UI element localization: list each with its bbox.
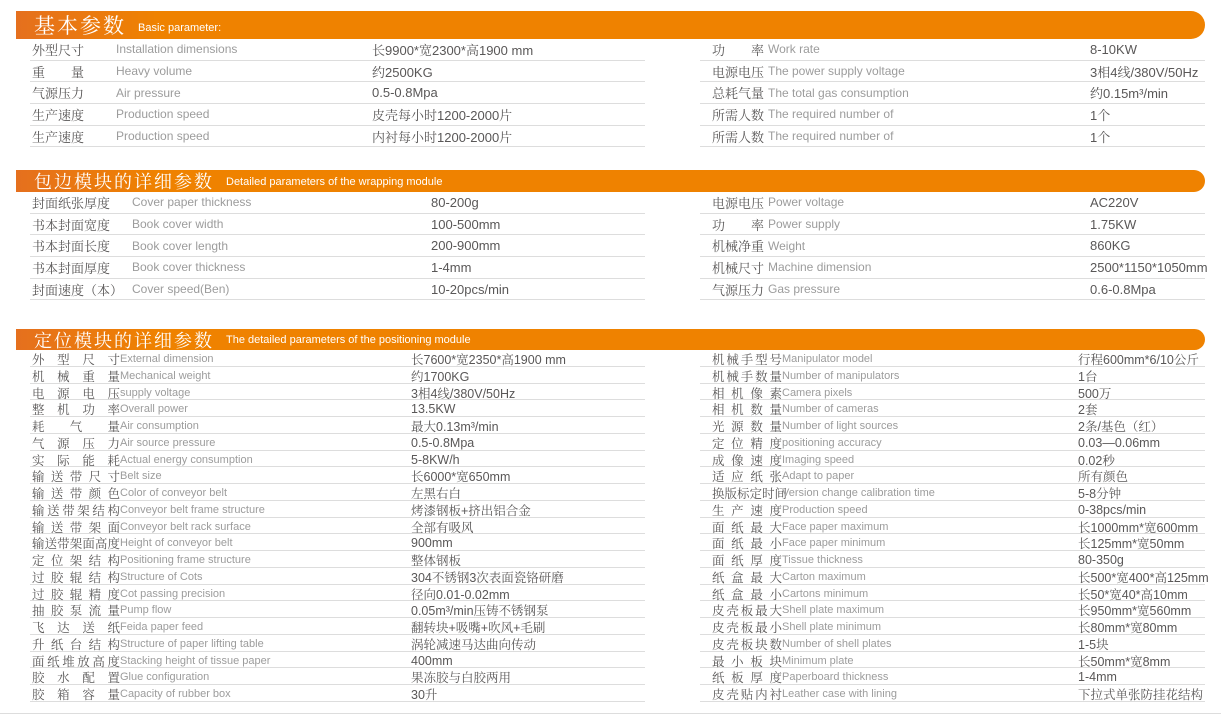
table-row <box>30 214 645 236</box>
row-label-en: Actual energy consumption <box>120 453 253 466</box>
row-label-en: Structure of paper lifting table <box>120 637 264 650</box>
row-value: 900mm <box>411 536 453 551</box>
row-label-cn: 整机功率 <box>32 403 120 418</box>
row-label-en: Production speed <box>116 107 210 122</box>
row-value: 约0.15m³/min <box>1090 86 1169 102</box>
table-row <box>700 350 1205 367</box>
row-label-en: Conveyor belt frame structure <box>120 503 265 516</box>
table-row <box>30 126 645 148</box>
row-label-cn: 气源压力 <box>32 436 120 451</box>
row-label-cn: 过胶辊精度 <box>32 587 120 602</box>
row-label-en: Machine dimension <box>768 260 872 275</box>
row-value: 100-500mm <box>431 216 501 232</box>
table-row <box>700 434 1205 451</box>
table-row <box>700 279 1205 301</box>
table-row <box>30 451 645 468</box>
row-label-cn: 皮壳板块数 <box>712 637 782 652</box>
section-title-en: Basic parameter: <box>138 22 222 34</box>
row-value: 左黑右白 <box>411 487 462 501</box>
table-row <box>700 534 1205 551</box>
row-label-cn: 电源电压 <box>32 386 120 401</box>
table-row <box>30 668 645 685</box>
row-label-cn: 飞达送纸 <box>32 621 120 635</box>
row-label-en: Feida paper feed <box>120 621 204 633</box>
row-value: 约2500KG <box>372 64 433 80</box>
table-row <box>700 61 1205 83</box>
row-label-cn: 纸板厚度 <box>712 671 782 686</box>
row-label-en: Book cover length <box>132 238 229 253</box>
row-label-cn: 功 率 <box>712 217 765 233</box>
row-label-cn: 输送带架面高度 <box>32 537 120 552</box>
row-label-en: Production speed <box>782 503 868 516</box>
row-label-cn: 适应纸张 <box>712 470 782 485</box>
row-label-cn: 定位精度 <box>712 436 782 451</box>
row-label-en: Work rate <box>768 42 820 57</box>
table-row <box>700 257 1208 279</box>
row-value: 1.75KW <box>1090 216 1137 232</box>
row-label-en: Cot passing precision <box>120 587 226 600</box>
row-label-en: Tissue thickness <box>782 554 863 566</box>
basic-parameters-left-table <box>30 39 645 147</box>
table-row <box>30 518 645 535</box>
row-label-en: Overall power <box>120 403 188 416</box>
row-value: 3相4线/380V/50Hz <box>1090 64 1199 80</box>
row-value: 翻转块+吸嘴+吹风+毛刷 <box>411 621 546 635</box>
row-label-en: Imaging speed <box>782 453 855 466</box>
row-label-cn: 相机数量 <box>712 403 782 418</box>
row-value: 0.5-0.8Mpa <box>372 85 438 101</box>
table-row <box>30 235 645 257</box>
table-row <box>700 126 1205 148</box>
table-row <box>700 384 1205 401</box>
row-value: 8-10KW <box>1090 41 1137 57</box>
row-label-en: Manipulator model <box>782 353 873 365</box>
row-label-en: Positioning frame structure <box>120 554 251 566</box>
row-value: 果冻胶与白胶两用 <box>411 671 512 686</box>
row-label-cn: 生产速度 <box>32 107 85 123</box>
row-value: 10-20pcs/min <box>431 281 510 297</box>
row-label-cn: 封面纸张厚度 <box>32 195 111 211</box>
table-row <box>30 652 645 669</box>
section-title-cn: 定位模块的详细参数 <box>34 330 214 351</box>
row-label-cn: 皮壳板最大 <box>712 604 782 619</box>
row-label-en: Height of conveyor belt <box>120 537 233 550</box>
row-label-en: Minimum plate <box>782 654 854 667</box>
row-label-en: Paperboard thickness <box>782 671 889 684</box>
row-value: 1台 <box>1078 369 1098 384</box>
row-label-en: Book cover thickness <box>132 260 246 275</box>
row-value: 5-8分钟 <box>1078 487 1122 501</box>
row-label-en: Cover speed(Ben) <box>132 282 230 297</box>
table-row <box>700 484 1205 501</box>
row-label-cn: 光源数量 <box>712 420 782 434</box>
row-value: 行程600mm*6/10公斤 <box>1078 353 1199 367</box>
row-label-en: Pump flow <box>120 604 172 617</box>
table-row <box>30 384 645 401</box>
section-title-en: Detailed parameters of the wrapping module <box>226 176 443 188</box>
row-label-en: Face paper maximum <box>782 520 889 533</box>
table-row <box>700 551 1205 568</box>
row-label-cn: 书本封面宽度 <box>32 217 111 233</box>
row-label-en: Structure of Cots <box>120 570 203 583</box>
row-value: 涡轮减速马达曲向传动 <box>411 637 537 652</box>
row-label-cn: 重 量 <box>32 64 85 80</box>
row-label-en: The required number of <box>768 107 894 122</box>
row-label-cn: 过胶辊结构 <box>32 570 120 585</box>
row-value: 3相4线/380V/50Hz <box>411 386 516 401</box>
row-label-cn: 输送带颜色 <box>32 487 120 501</box>
row-label-en: Cover paper thickness <box>132 195 252 210</box>
row-value: 径向0.01-0.02mm <box>411 587 510 602</box>
table-row <box>30 279 645 301</box>
row-label-cn: 书本封面长度 <box>32 239 111 255</box>
table-row <box>700 451 1205 468</box>
row-label-en: supply voltage <box>120 386 191 399</box>
row-label-en: Shell plate minimum <box>782 621 882 633</box>
row-label-cn: 电源电压 <box>712 64 765 80</box>
row-label-en: Leather case with lining <box>782 688 897 700</box>
row-label-cn: 机械手数量 <box>712 369 782 384</box>
row-label-cn: 输送带尺寸 <box>32 470 120 485</box>
row-label-en: External dimension <box>120 353 214 365</box>
row-label-cn: 皮壳板最小 <box>712 621 782 635</box>
row-label-cn: 实际能耗 <box>32 453 120 468</box>
table-row <box>700 417 1205 434</box>
row-label-cn: 抽胶泵流量 <box>32 604 120 619</box>
row-value: 304不锈钢3次表面瓷铬研磨 <box>411 570 564 585</box>
table-row <box>30 434 645 451</box>
row-value: 长50*宽40*高10mm <box>1078 587 1188 602</box>
row-value: 长50mm*宽8mm <box>1078 654 1171 669</box>
table-row <box>700 668 1205 685</box>
row-label-cn: 换版标定时间 <box>712 487 788 501</box>
table-row <box>30 39 645 61</box>
row-value: AC220V <box>1090 194 1139 210</box>
row-value: 1-4mm <box>1078 670 1117 685</box>
row-label-cn: 外型尺寸 <box>32 353 120 367</box>
row-label-en: Gas pressure <box>768 282 841 297</box>
row-label-cn: 升纸台结构 <box>32 637 120 652</box>
row-label-en: Power voltage <box>768 195 845 210</box>
table-row <box>30 400 645 417</box>
table-row <box>700 635 1205 652</box>
row-label-cn: 输送带架结构 <box>32 503 120 518</box>
table-row <box>700 568 1209 585</box>
row-value: 860KG <box>1090 238 1131 254</box>
row-label-en: Number of shell plates <box>782 637 892 650</box>
table-row <box>700 82 1205 104</box>
row-value: 80-350g <box>1078 553 1124 567</box>
row-label-cn: 功 率 <box>712 42 765 58</box>
row-label-cn: 所需人数 <box>712 129 765 145</box>
table-row <box>30 585 645 602</box>
row-label-en: Number of manipulators <box>782 369 900 382</box>
row-value: 烤漆钢板+挤出铝合金 <box>411 503 531 518</box>
row-label-en: Glue configuration <box>120 671 210 684</box>
row-label-en: Capacity of rubber box <box>120 688 231 700</box>
positioning-module-right-table <box>700 350 1209 702</box>
positioning-module-left-table <box>30 350 645 702</box>
table-row <box>30 367 645 384</box>
row-label-en: Carton maximum <box>782 570 866 583</box>
row-label-en: Air consumption <box>120 420 199 432</box>
section-header-basic-parameters <box>16 11 1205 39</box>
row-label-cn: 胶箱容量 <box>32 688 120 702</box>
row-value: 30升 <box>411 688 438 702</box>
row-label-en: Shell plate maximum <box>782 604 885 617</box>
table-row <box>30 534 645 551</box>
row-label-en: Installation dimensions <box>116 42 238 57</box>
section-title-cn: 包边模块的详细参数 <box>34 172 214 192</box>
row-label-en: The power supply voltage <box>768 64 905 79</box>
row-label-en: Number of cameras <box>782 403 879 416</box>
row-value: 长6000*宽650mm <box>411 470 511 485</box>
table-row <box>700 685 1205 702</box>
row-label-cn: 皮壳贴内衬 <box>712 688 782 702</box>
row-label-en: Heavy volume <box>116 64 193 79</box>
row-value: 长7600*宽2350*高1900 mm <box>411 353 566 367</box>
row-label-en: Air source pressure <box>120 436 216 449</box>
table-row <box>700 400 1205 417</box>
table-row <box>700 104 1205 126</box>
row-value: 整体钢板 <box>411 554 462 568</box>
row-label-en: Number of light sources <box>782 420 899 432</box>
table-row <box>30 635 645 652</box>
table-row <box>700 618 1205 635</box>
row-value: 13.5KW <box>411 402 456 417</box>
row-value: 下拉式单张防挂花结构 <box>1078 688 1204 702</box>
row-value: 内衬每小时1200-2000片 <box>372 129 513 145</box>
row-value: 0-38pcs/min <box>1078 502 1147 517</box>
row-label-cn: 纸盒最小 <box>712 587 782 602</box>
row-value: 长9900*宽2300*高1900 mm <box>372 42 534 58</box>
row-value: 1个 <box>1090 107 1111 123</box>
section-title-cn: 基本参数 <box>34 15 126 38</box>
row-label-cn: 面纸最大 <box>712 520 782 535</box>
row-label-cn: 机械手型号 <box>712 353 782 367</box>
table-row <box>30 618 645 635</box>
table-row <box>700 235 1205 257</box>
row-label-cn: 机械重量 <box>32 369 120 384</box>
row-label-en: Stacking height of tissue paper <box>120 654 271 667</box>
row-value: 2套 <box>1078 403 1098 418</box>
row-label-cn: 面纸堆放高度 <box>32 654 120 669</box>
table-row <box>700 518 1205 535</box>
row-label-cn: 外型尺寸 <box>32 42 85 58</box>
section-header-wrapping-module <box>16 170 1205 192</box>
row-value: 1-5块 <box>1078 637 1109 652</box>
row-label-en: Version change calibration time <box>782 487 935 499</box>
row-value: 约1700KG <box>411 369 470 384</box>
table-row <box>30 551 645 568</box>
row-value: 1-4mm <box>431 259 472 275</box>
table-row <box>30 192 645 214</box>
table-row <box>700 39 1205 61</box>
row-value: 2500*1150*1050mm <box>1090 259 1208 275</box>
row-label-cn: 耗气量 <box>32 420 120 434</box>
row-label-cn: 机械净重 <box>712 239 765 255</box>
row-value: 0.05m³/min压铸不锈钢泵 <box>411 604 549 619</box>
row-value: 所有颜色 <box>1078 470 1129 485</box>
row-label-cn: 机械尺寸 <box>712 260 765 276</box>
table-row <box>30 501 645 518</box>
row-label-en: Cartons minimum <box>782 587 869 600</box>
row-label-cn: 生产速度 <box>712 503 782 518</box>
row-label-en: Book cover width <box>132 217 224 232</box>
row-value: 长125mm*宽50mm <box>1078 537 1185 552</box>
table-row <box>700 367 1205 384</box>
table-row <box>700 501 1205 518</box>
table-row <box>30 82 645 104</box>
table-row <box>30 350 645 367</box>
row-label-en: Weight <box>768 238 806 253</box>
table-row <box>30 104 645 126</box>
row-label-en: Face paper minimum <box>782 537 886 550</box>
row-label-cn: 气源压力 <box>712 282 765 298</box>
table-row <box>700 652 1205 669</box>
row-value: 2条/基色（红） <box>1078 420 1164 434</box>
row-label-en: positioning accuracy <box>782 436 882 449</box>
row-value: 长1000mm*宽600mm <box>1078 520 1199 535</box>
table-row <box>30 467 645 484</box>
row-label-cn: 面纸厚度 <box>712 554 782 568</box>
table-row <box>30 601 645 618</box>
row-label-cn: 电源电压 <box>712 195 765 211</box>
row-value: 400mm <box>411 653 453 668</box>
row-label-en: The required number of <box>768 129 894 144</box>
row-value: 80-200g <box>431 194 479 210</box>
row-value: 1个 <box>1090 129 1111 145</box>
section-header-positioning-module <box>16 329 1205 350</box>
row-label-en: Air pressure <box>116 85 181 100</box>
row-value: 皮壳每小时1200-2000片 <box>372 107 513 123</box>
table-row <box>700 601 1205 618</box>
section-title-en: The detailed parameters of the positioning module <box>226 334 471 346</box>
row-value: 最大0.13m³/min <box>411 420 499 434</box>
table-row <box>700 467 1205 484</box>
table-row <box>700 585 1205 602</box>
row-label-cn: 输送带架面 <box>32 520 120 535</box>
row-label-en: Power supply <box>768 217 841 232</box>
row-label-en: Mechanical weight <box>120 369 211 382</box>
wrapping-module-right-table <box>700 192 1208 300</box>
row-label-cn: 气源压力 <box>32 86 85 102</box>
table-row <box>30 568 645 585</box>
row-label-cn: 面纸最小 <box>712 537 782 552</box>
table-row <box>700 214 1205 236</box>
bottom-divider <box>0 713 1221 714</box>
wrapping-module-left-table <box>30 192 645 300</box>
table-row <box>30 484 645 501</box>
row-label-en: Camera pixels <box>782 386 853 399</box>
row-label-cn: 书本封面厚度 <box>32 260 111 276</box>
row-label-cn: 封面速度（本） <box>32 282 124 298</box>
table-row <box>30 417 645 434</box>
row-value: 0.03—0.06mm <box>1078 435 1160 450</box>
row-value: 全部有吸风 <box>411 520 474 535</box>
row-value: 长950mm*宽560mm <box>1078 604 1192 619</box>
basic-parameters-right-table <box>700 39 1205 147</box>
row-value: 0.5-0.8Mpa <box>411 435 475 450</box>
row-value: 长500*宽400*高125mm <box>1078 570 1209 585</box>
row-value: 500万 <box>1078 386 1112 401</box>
row-label-en: Production speed <box>116 129 210 144</box>
row-label-en: Belt size <box>120 470 162 483</box>
row-value: 200-900mm <box>431 238 501 254</box>
row-label-cn: 纸盒最大 <box>712 570 782 585</box>
row-label-cn: 生产速度 <box>32 129 85 145</box>
row-label-cn: 成像速度 <box>712 453 782 468</box>
row-label-cn: 最小板块 <box>712 654 782 669</box>
row-label-en: Conveyor belt rack surface <box>120 520 251 533</box>
table-row <box>30 61 645 83</box>
row-label-cn: 所需人数 <box>712 107 765 123</box>
row-label-cn: 总耗气量 <box>712 86 765 102</box>
row-label-cn: 相机像素 <box>712 386 782 401</box>
row-value: 0.6-0.8Mpa <box>1090 281 1156 297</box>
row-label-cn: 定位架结构 <box>32 554 120 568</box>
row-label-en: Adapt to paper <box>782 470 855 483</box>
row-value: 5-8KW/h <box>411 452 460 467</box>
table-row <box>30 685 645 702</box>
row-value: 0.02秒 <box>1078 453 1115 468</box>
row-value: 长80mm*宽80mm <box>1078 621 1178 635</box>
row-label-en: The total gas consumption <box>768 85 909 100</box>
table-row <box>30 257 645 279</box>
row-label-en: Color of conveyor belt <box>120 487 227 499</box>
table-row <box>700 192 1205 214</box>
row-label-cn: 胶水配置 <box>32 671 120 686</box>
